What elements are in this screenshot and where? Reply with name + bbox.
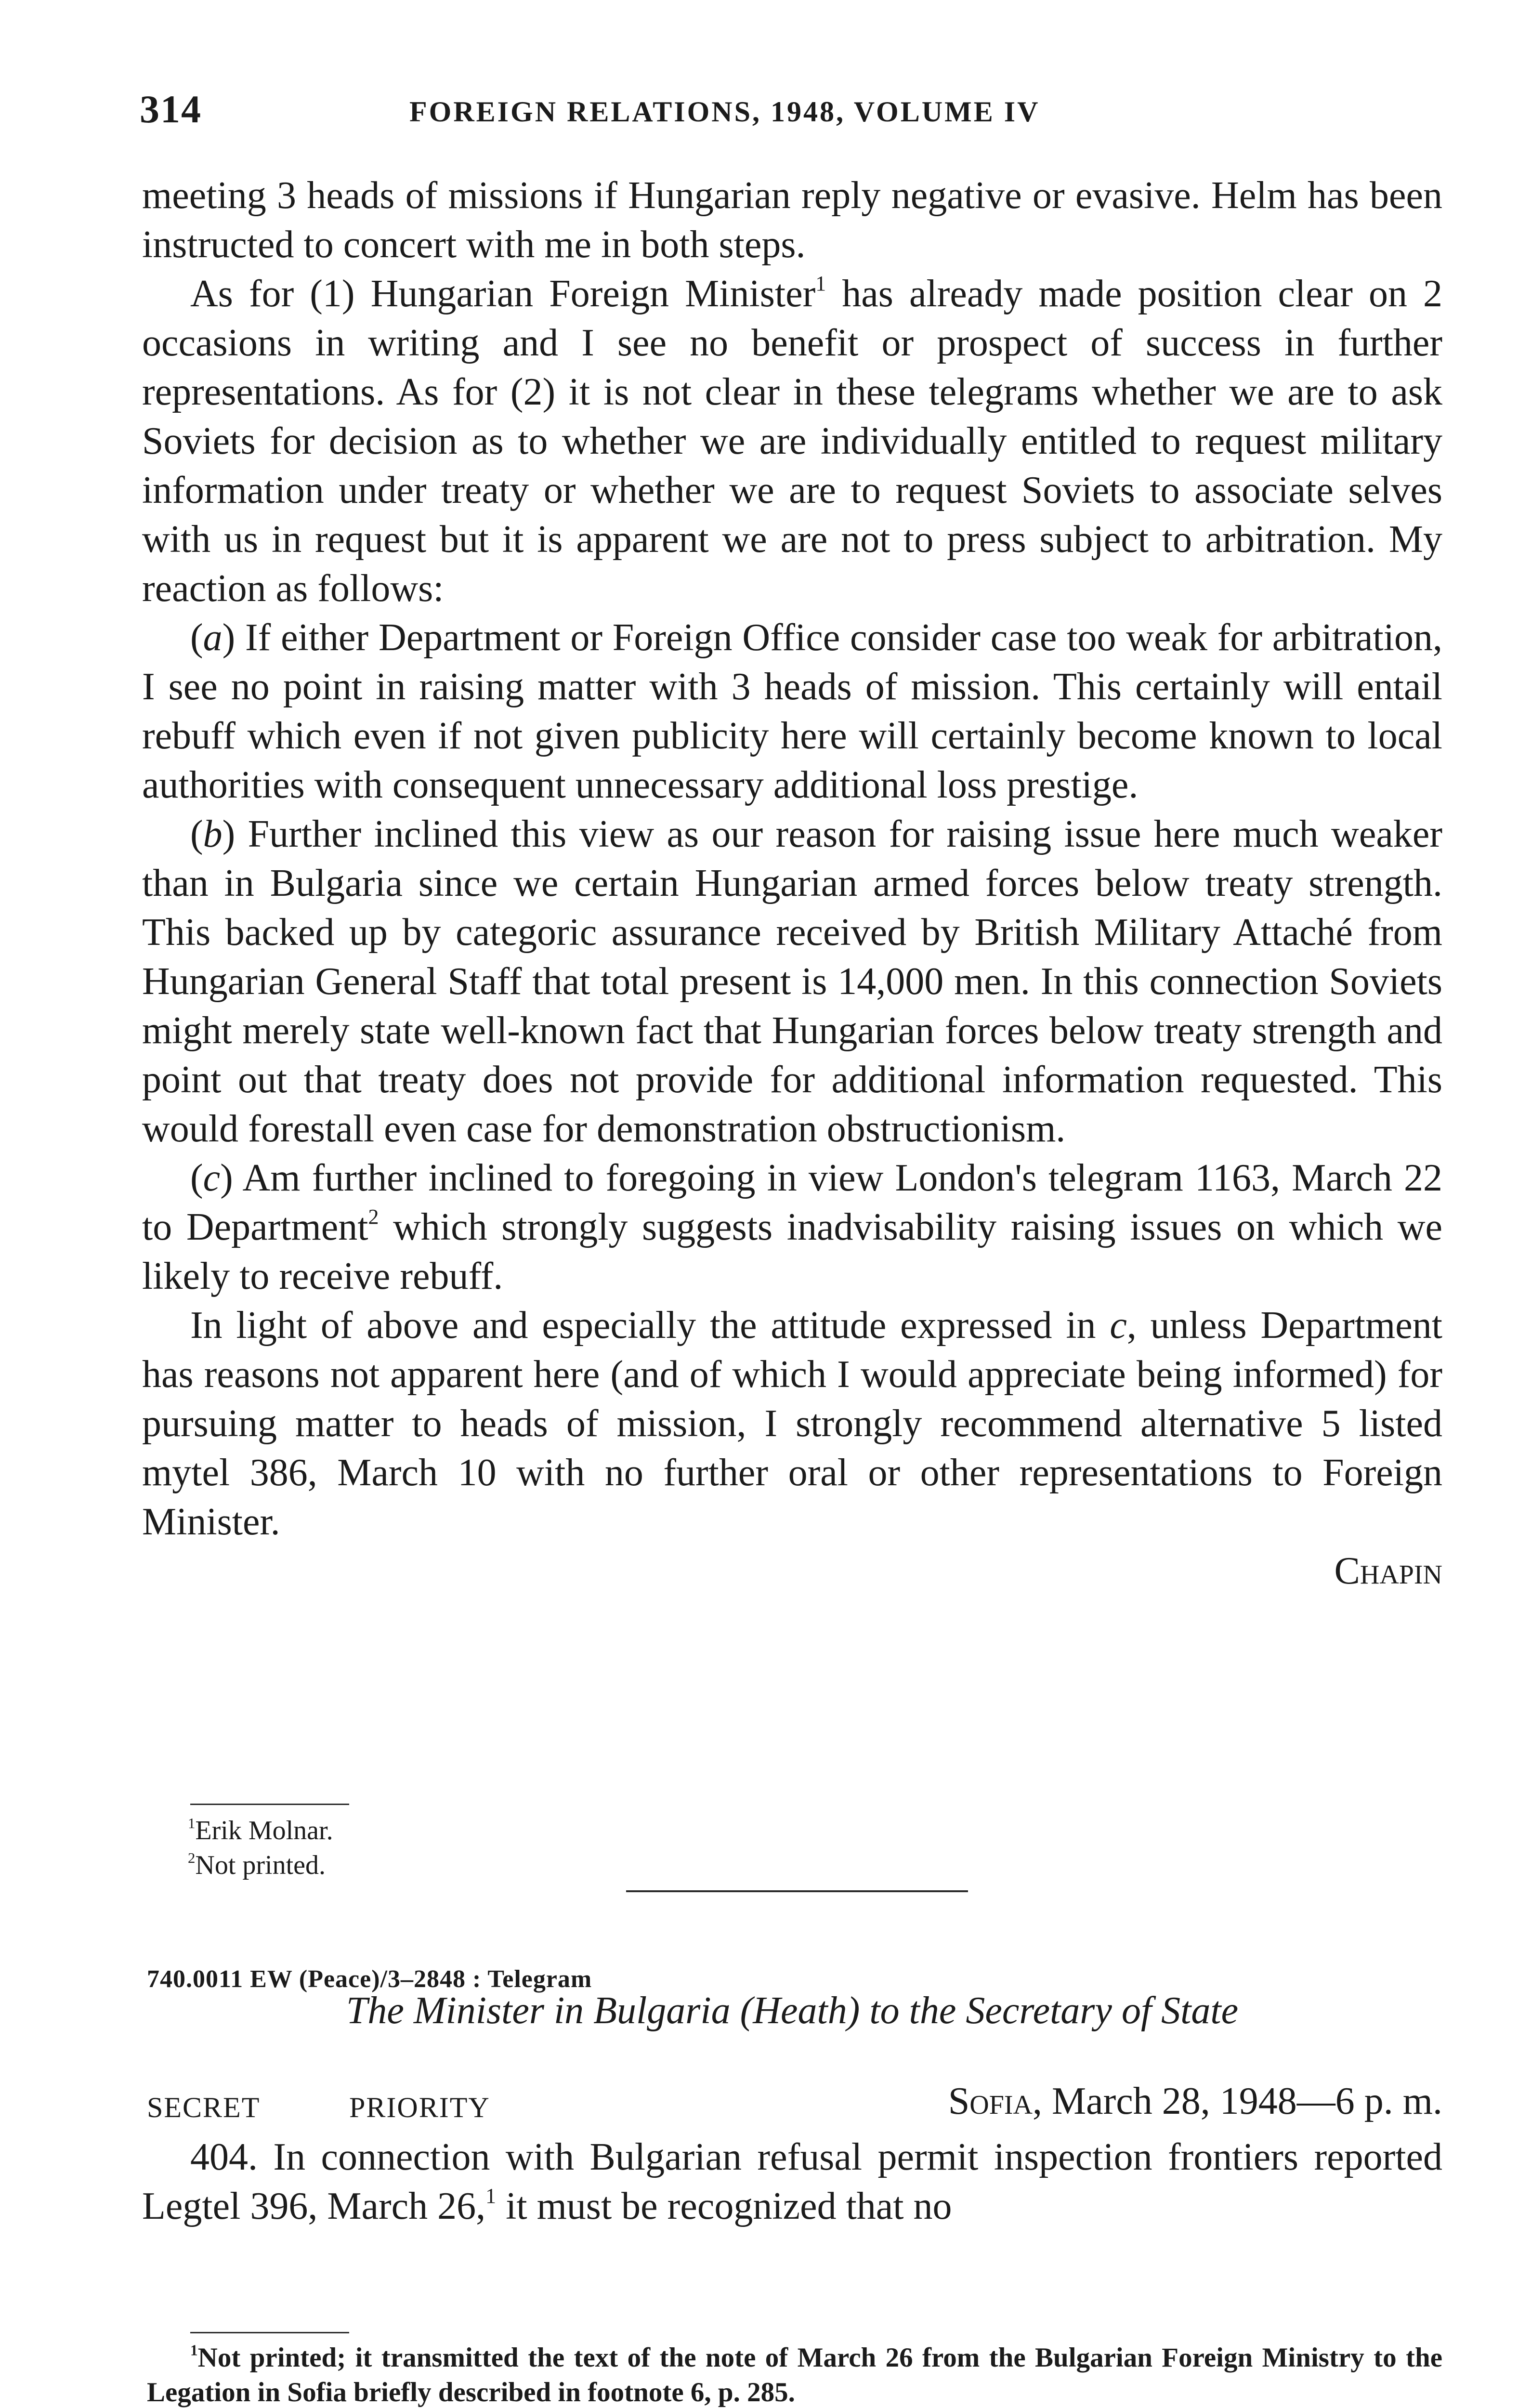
classification-line bbox=[142, 2080, 1442, 2133]
footnote-rule-2 bbox=[190, 2332, 349, 2333]
classification: SECRET bbox=[147, 2092, 261, 2123]
paragraph-b: (b) Further inclined this view as our reason for raising issue here much weaker than in Bulgaria since we certain Hungarian armed forces below treaty strength. This backed up by categoric assurance received by British Military Attaché from Hungarian General Staff that total present is 14,000 men. In this connection Soviets might merely state well-known fact that Hungarian forces below treaty strength and point out that treaty does not provide for additional information requested. This would forestall even case for demonstration obstructionism. bbox=[142, 813, 1442, 1150]
document-title: The Minister in Bulgaria (Heath) to the Secretary of State bbox=[346, 1989, 1239, 2032]
telegram-body-continued bbox=[142, 171, 1442, 1596]
footnote-2: $^2$Not printed. bbox=[188, 1849, 326, 1880]
footnotes-section-2 bbox=[147, 2341, 1442, 2408]
footnote-ref-1: 1 bbox=[815, 272, 826, 295]
file-number: 740.0011 EW (Peace)/3–2848 : Telegram bbox=[147, 1965, 592, 1993]
footnotes-section-1 bbox=[188, 1813, 1440, 1883]
paragraph-1: meeting 3 heads of missions if Hungarian reply negative or evasive. Helm has been instructed to concert with me in both steps. bbox=[142, 174, 1442, 266]
telegram-404-body bbox=[142, 2133, 1442, 2231]
paragraph-404: 404. In connection with Bulgarian refusal permit inspection frontiers reported Legtel 396, March 26,$^1$ it must be recognized that no bbox=[142, 2136, 1442, 2227]
page-number: 314 bbox=[140, 87, 202, 131]
priority: PRIORITY bbox=[349, 2092, 490, 2123]
paragraph-a: (a) If either Department or Foreign Office consider case too weak for arbitration, I see no point in raising matter with 3 heads of mission. This certainly will entail rebuff which even if not given publicity here will certainly become known to local authorities with consequent unnecessary additional loss prestige. bbox=[142, 616, 1442, 806]
footnote-1: $^1$Erik Molnar. bbox=[188, 1815, 333, 1845]
footnote-3: $^1$Not printed; it transmitted the text of the note of March 26 from the Bulgarian Foreign Ministry to the Legation in Sofia briefly described in footnote 6, p. 285. bbox=[147, 2342, 1442, 2408]
section-divider bbox=[626, 1890, 968, 1892]
paragraph-c: (c) Am further inclined to foregoing in view London's telegram 1163, March 22 to Department$^2$ which strongly suggests inadvisability raising issues on which we likely to receive rebuff. bbox=[142, 1157, 1443, 1297]
place-date: Sofia, March 28, 1948—6 p. m. bbox=[948, 2080, 1442, 2122]
paragraph-closing: In light of above and especially the attitude expressed in c, unless Department has reasons not apparent here (and of which I would appreciate being informed) for pursuing matter to heads of mission, I strongly recommend alternative 5 listed mytel 386, March 10 with no further oral or other representations to Foreign Minister. bbox=[142, 1304, 1442, 1543]
paragraph-2: As for (1) Hungarian Foreign Minister$^1$ has already made position clear on 2 occasions in writing and I see no benefit or prospect of success in further representations. As for (2) it is not clear in these telegrams whether we are to ask Soviets for decision as to whether we are individually entitled to request military information under treaty or whether we are to request Soviets to associate selves with us in request but it is apparent we are not to press subject to arbitration. My reaction as follows: bbox=[142, 272, 1442, 610]
footnote-ref-2: 2 bbox=[368, 1205, 379, 1229]
page-header bbox=[140, 87, 1440, 140]
footnote-rule bbox=[190, 1804, 349, 1805]
signature: Chapin bbox=[1334, 1550, 1442, 1592]
running-head: FOREIGN RELATIONS, 1948, VOLUME IV bbox=[409, 96, 1040, 128]
footnote-ref-3: 1 bbox=[485, 2184, 497, 2208]
